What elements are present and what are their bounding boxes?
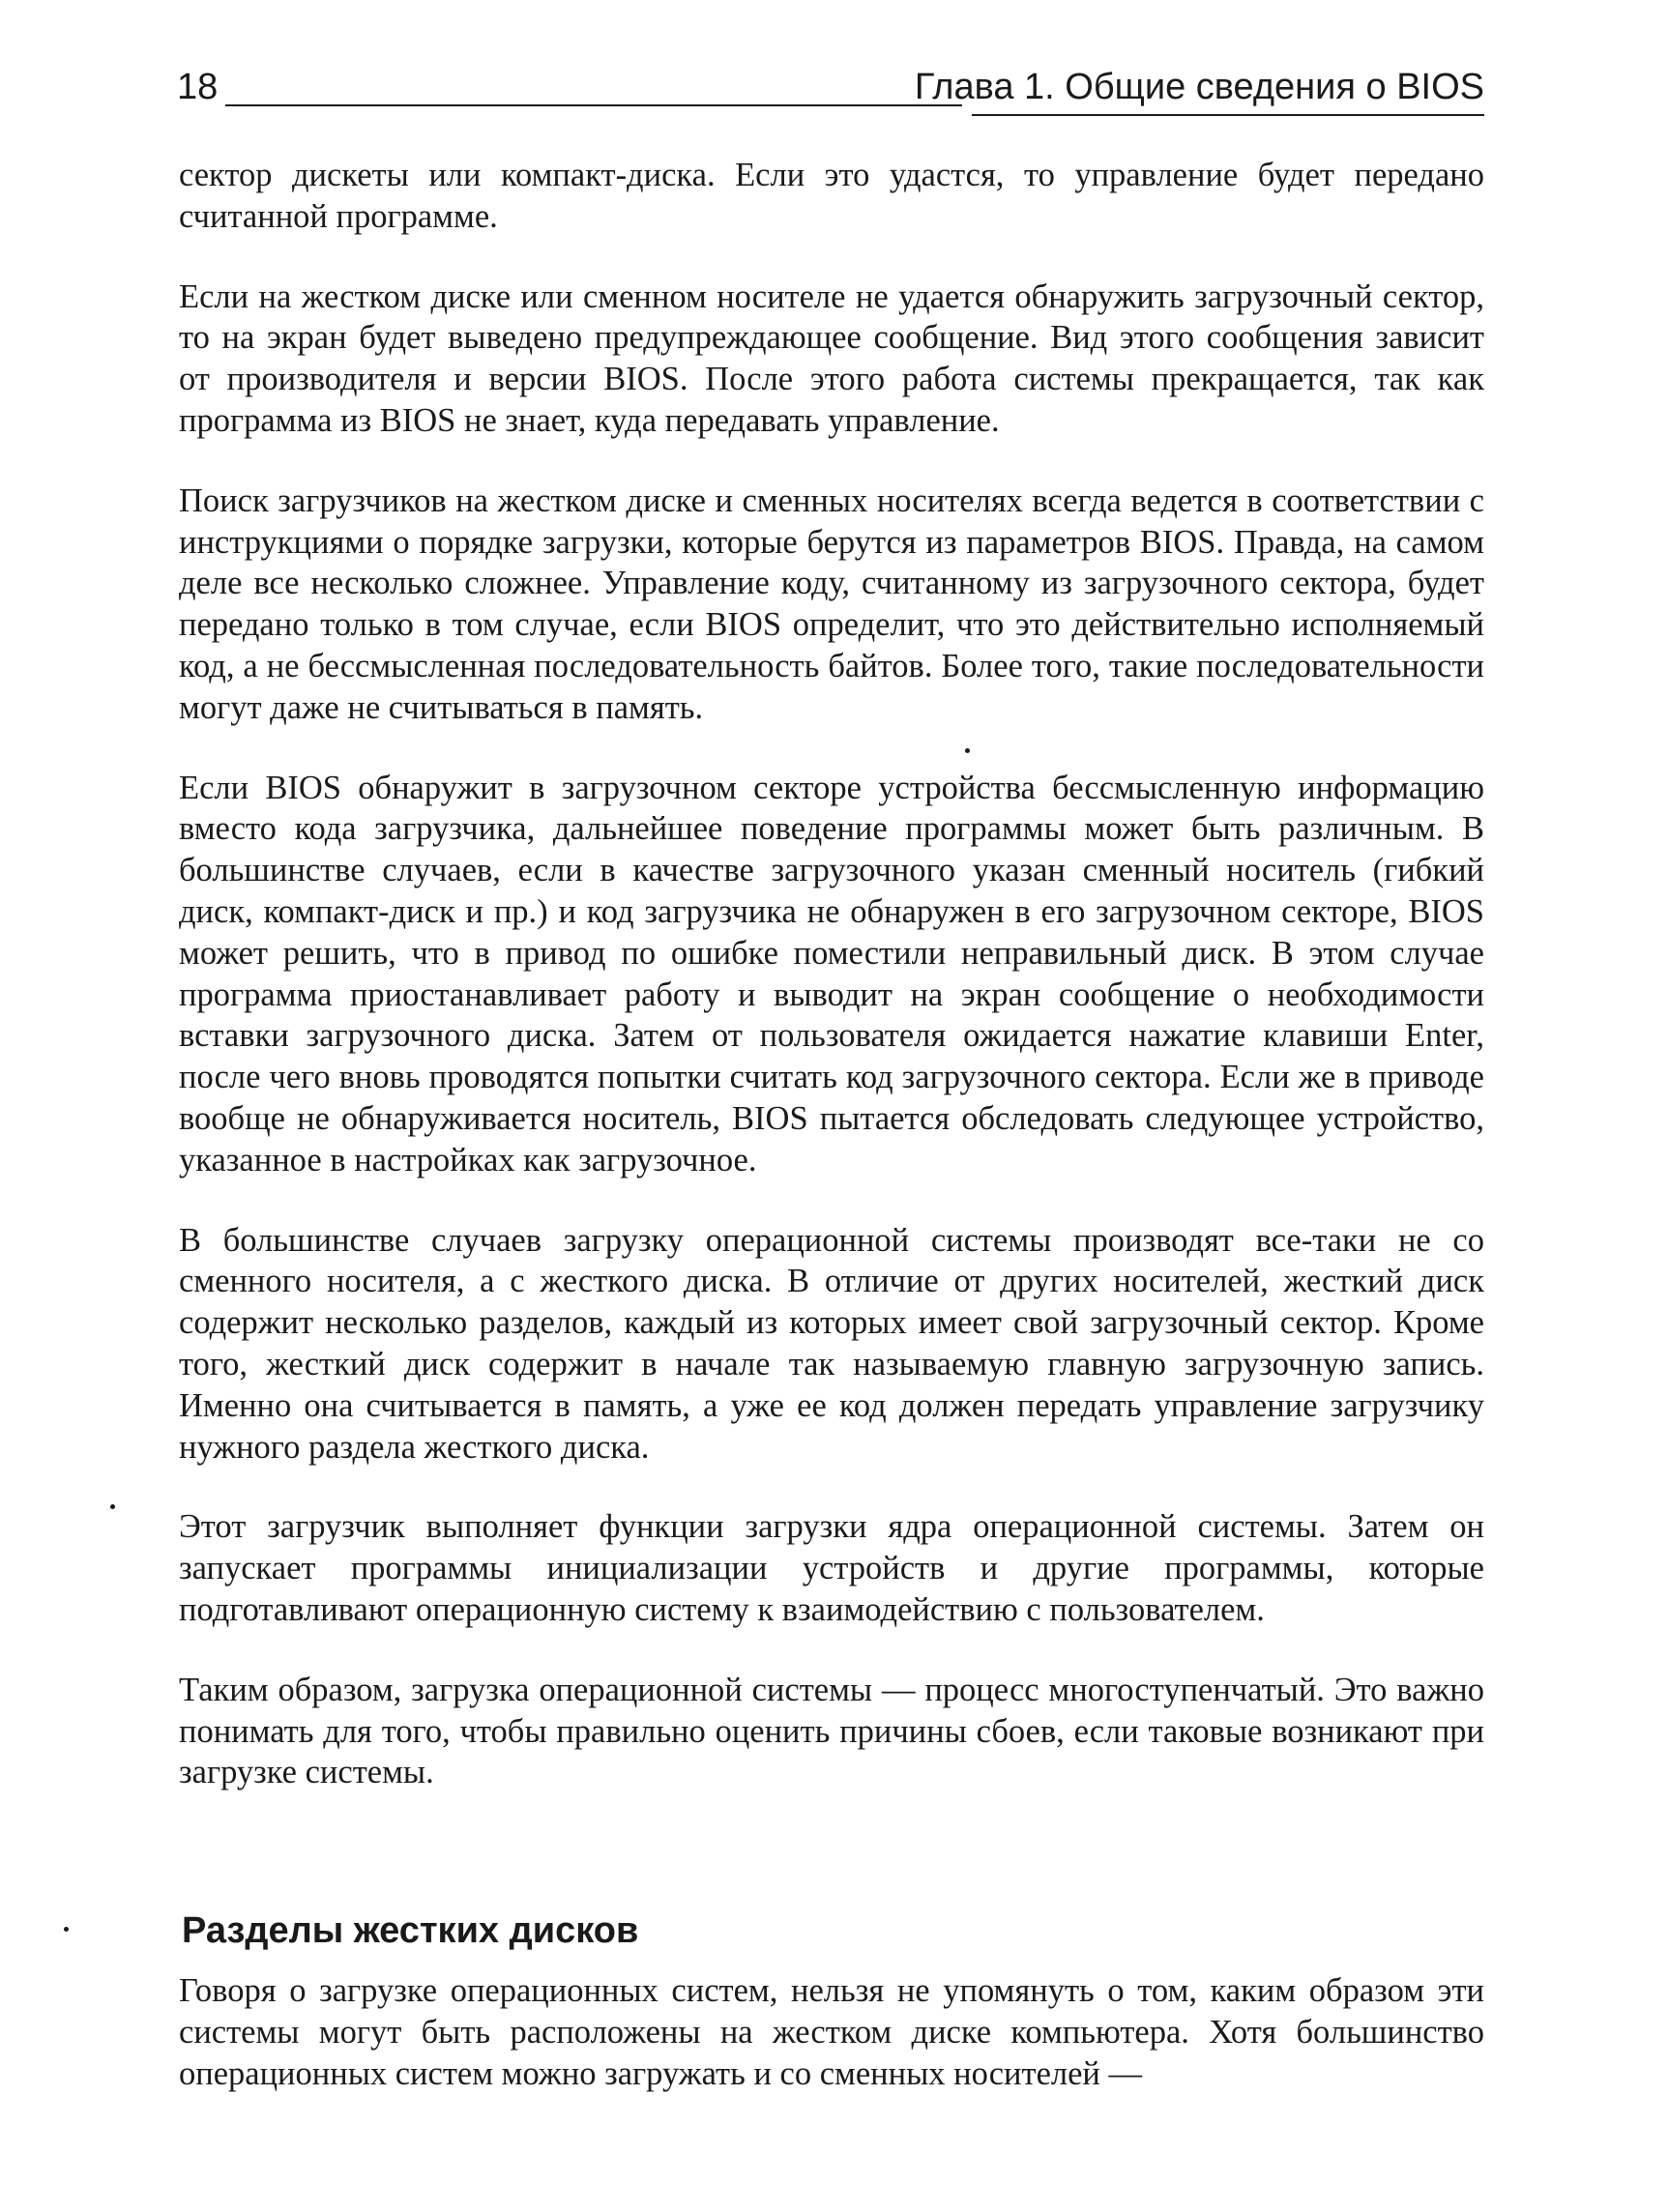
paragraph: сектор дискеты или компакт-диска. Если это удастся, то управление будет передано считанной программе. [179,157,1484,235]
paragraph: В большинстве случаев загрузку операционной системы производят все-таки не со сменного носителя, а с жесткого диска. В отличие от других носителей, жесткий диск содержит несколько разделов, каждый из которых имеет свой загрузочный сектор. Кроме того, жесткий диск содержит в начале так называемую главную загрузочную запись. Именно она считывается в память, а уже ее код должен передать управление загрузчику нужного раздела жесткого диска. [179,1221,1484,1466]
header-rule-underline [972,114,1484,116]
chapter-title: Глава 1. Общие сведения о BIOS [914,67,1484,107]
scan-speck [110,1504,115,1509]
paragraph: Поиск загрузчиков на жестком диске и сменных носителях всегда ведется в соответствии с инструкциями о порядке загрузки, которые берутся из параметров BIOS. Правда, на самом деле все несколько сложнее. Управление коду, считанному из загрузочного сектора, будет передано только в том случае, если BIOS определит, что это действительно исполняемый код, а не бессмысленная последовательность байтов. Более того, такие последовательности могут даже не считываться в память. [179,481,1484,726]
paragraph: Таким образом, загрузка операционной системы — процесс многоступенчатый. Это важно понимать для того, чтобы правильно оценить причины сбоев, если таковые возникают при загрузке системы. [179,1671,1484,1791]
paragraph: Этот загрузчик выполняет функции загрузки ядра операционной системы. Затем он запускает программы инициализации устройств и другие программы, которые подготавливают операционную систему к взаимодействию с пользователем. [179,1508,1484,1628]
paragraph: Если BIOS обнаружит в загрузочном секторе устройства бессмысленную информацию вместо кода загрузчика, дальнейшее поведение программы может быть различным. В большинстве случаев, если в качестве загрузочного указан сменный носитель (гибкий диск, компакт-диск и пр.) и код загрузчика не обнаружен в его загрузочном секторе, BIOS может решить, что в привод по ошибке поместили неправильный диск. В этом случае программа приостанавливает работу и выводит на экран сообщение о необходимости вставки загрузочного диска. Затем от пользователя ожидается нажатие клавиши Enter, после чего вновь проводятся попытки считать код загрузочного сектора. Если же в приводе вообще не обнаруживается носитель, BIOS пытается обследовать следующее устройство, указанное в настройках как загрузочное. [179,769,1484,1179]
body-text [179,155,1484,1832]
section-heading: Разделы жестких дисков [182,1910,639,1951]
running-head [177,64,1484,110]
scan-speck [64,1927,69,1932]
page-number: 18 [177,67,219,107]
paragraph: Если на жестком диске или сменном носителе не удается обнаружить загрузочный сектор, то на экран будет выведено предупреждающее сообщение. Вид этого сообщения зависит от производителя и версии BIOS. После этого работа системы прекращается, так как программа из BIOS не знает, куда передавать управление. [179,277,1484,439]
scan-speck [965,748,970,753]
section-text [179,1970,1484,2094]
paragraph: Говоря о загрузке операционных систем, нельзя не упомянуть о том, каким образом эти системы могут быть расположены на жестком диске компьютера. Хотя большинство операционных систем можно загружать и со сменных носителей — [179,1972,1484,2092]
header-rule [225,104,962,106]
